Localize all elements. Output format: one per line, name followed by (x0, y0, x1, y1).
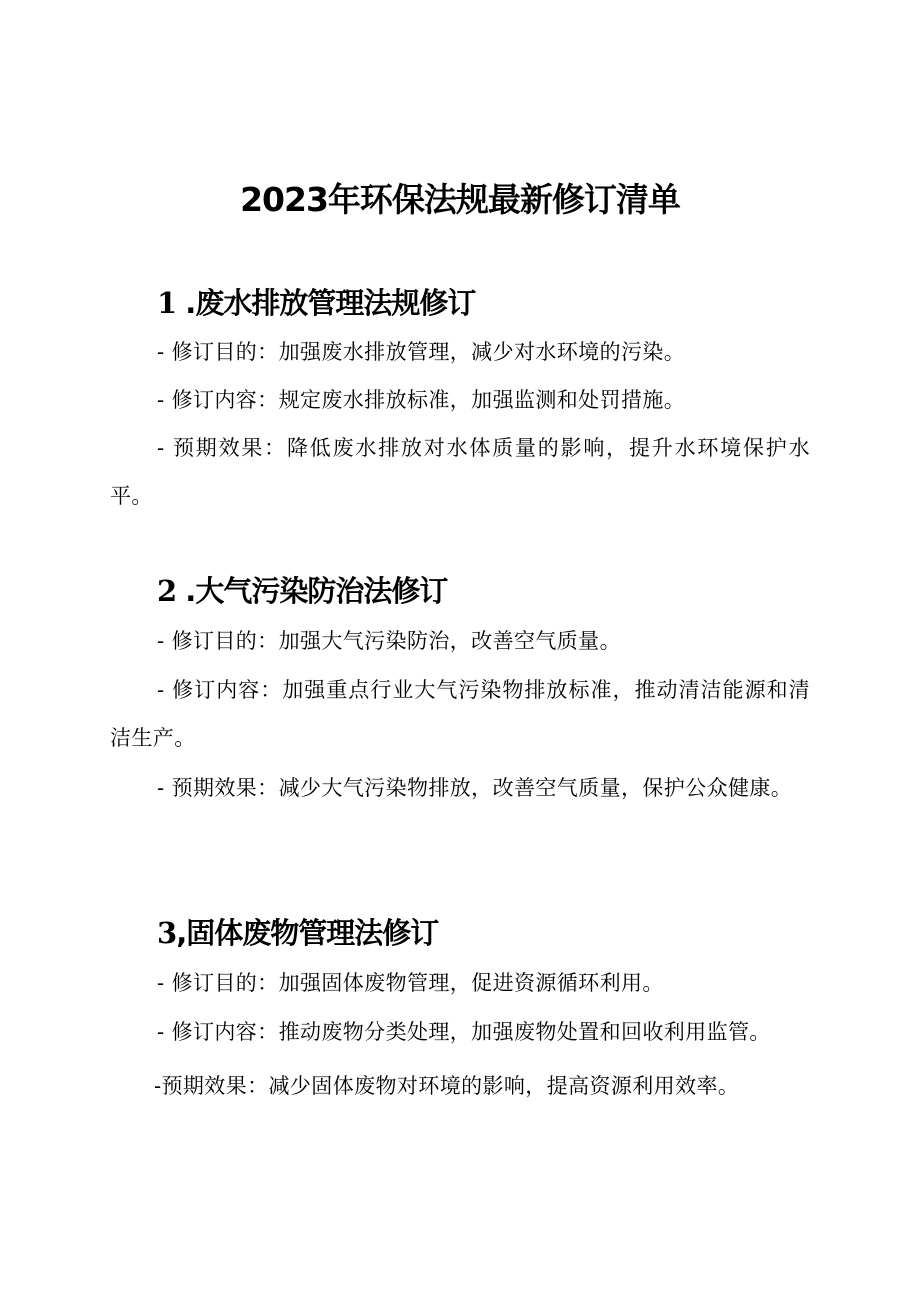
section-3-item-content: - 修订内容：推动废物分类处理，加强废物处置和回收利用监管。 (157, 1020, 771, 1044)
section-3-heading (157, 913, 438, 953)
section-2-item-effect: - 预期效果：减少大气污染物排放，改善空气质量，保护公众健康。 (157, 776, 793, 800)
document-title: 2023年环保法规最新修订清单 (240, 180, 680, 219)
section-1-item-purpose: - 修订目的：加强废水排放管理，减少对水环境的污染。 (157, 340, 686, 364)
section-2-item-content: - 修订内容：加强重点行业大气污染物排放标准，推动清洁能源和清洁生产。 (110, 678, 810, 750)
section-1-title: .废水排放管理法规修订 (185, 286, 476, 320)
section-3-item-effect: -预期效果：减少固体废物对环境的影响，提高资源利用效率。 (154, 1074, 740, 1098)
section-1-item-content: - 修订内容：规定废水排放标准，加强监测和处罚措施。 (157, 388, 686, 412)
section-1-item-effect: - 预期效果：降低废水排放对水体质量的影响，提升水环境保护水平。 (110, 436, 810, 508)
section-2-heading (157, 571, 447, 611)
section-2-number: 2 (157, 574, 177, 608)
section-1-heading (157, 283, 475, 323)
section-2-item-purpose: - 修订目的：加强大气污染防治，改善空气质量。 (157, 629, 621, 653)
section-3-item-purpose: - 修订目的：加强固体废物管理，促进资源循环利用。 (157, 971, 664, 995)
section-2-title: .大气污染防治法修订 (185, 574, 448, 608)
section-3-number: 3 (157, 916, 177, 950)
section-3-title: ,固体废物管理法修订 (176, 916, 439, 950)
section-1-number: 1 (157, 286, 177, 320)
